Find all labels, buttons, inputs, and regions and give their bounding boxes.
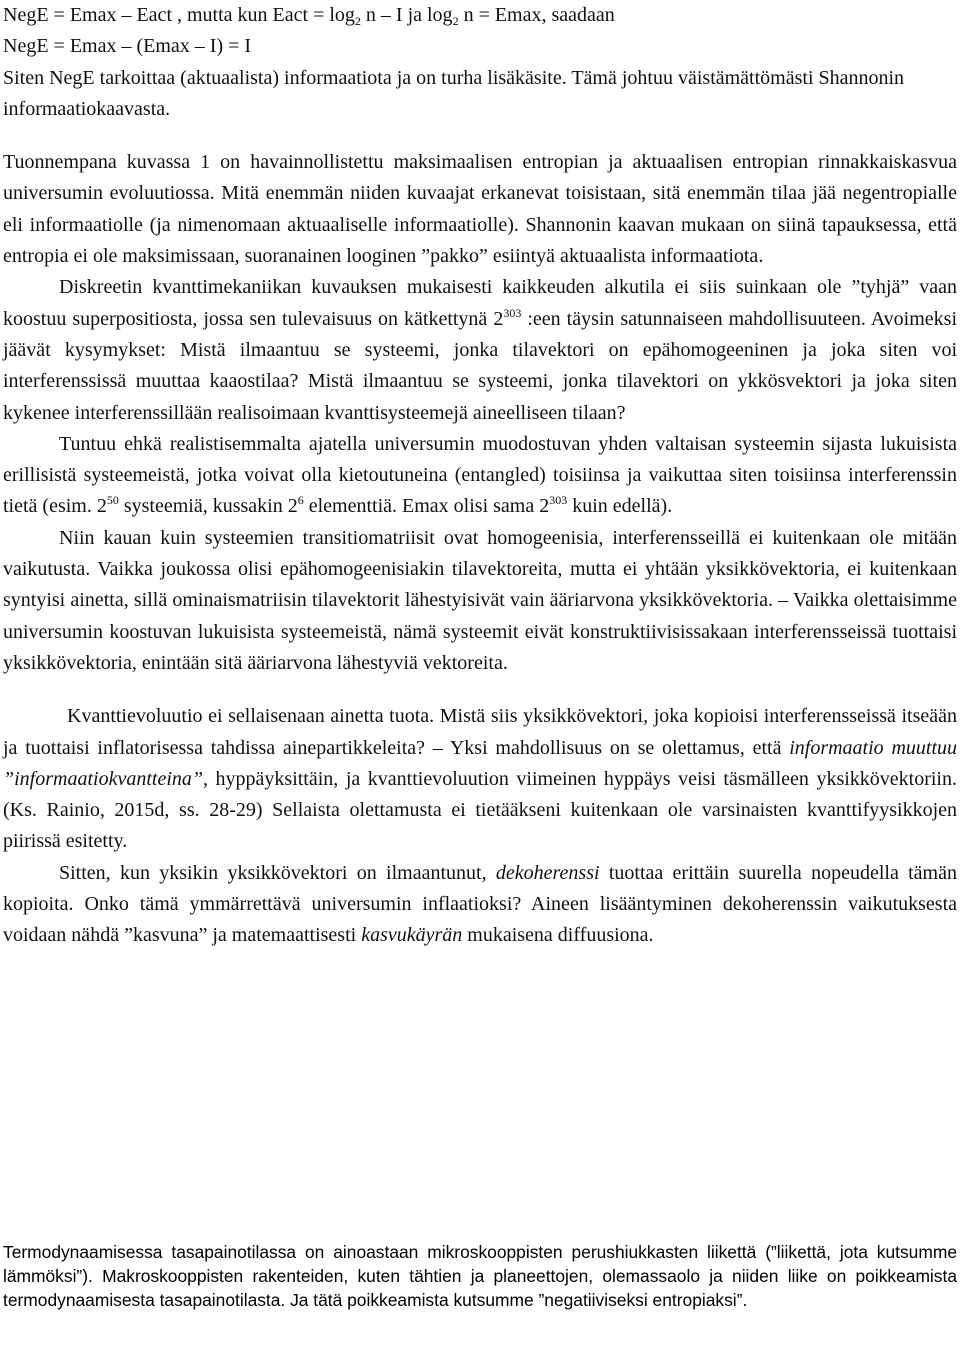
paragraph-decoherence: Sitten, kun yksikin yksikkövektori on ilmaantunut, dekoherenssi tuottaa erittäin suurella nopeudella tämän kopioita. Onko tämä ymmärrettävä universumin inflaatioksi? Aineen lisääntyminen dekoherenssin vaikutuksesta voidaan nähdä ”kasvuna” ja matemaattisesti kasvukäyrän mukaisena diffuusiona. [3,861,957,947]
equation-line-1: NegE = Emax – Eact , mutta kun Eact = $\log_2 n$ – I ja $\log_2 n = Emax$, saadaan [3,4,615,28]
paragraph-entropy-growth: Tuonnempana kuvassa 1 on havainnollistettu maksimaalisen entropian ja aktuaalisen entropian rinnakkaiskasvua universumin evoluutiossa. Mitä enemmän niiden kuvaajat erkanevat toisistaan, sitä enemmän tilaa jää negentropialle eli informaatiolle (ja nimenomaan aktuaaliselle informaatiolle). Shannonin kaavan mukaan on siinä tapauksessa, että entropia ei ole maksimissaan, suoranainen looginen ”pakko” esiintyä aktuaalista informaatiota. [3,151,957,268]
intro-text: Siten NegE tarkoittaa (aktuaalista) informaatiota ja on turha lisäkäsite. Tämä johtuu väistämättömästi Shannonin informaatiokaavasta. [3,66,905,120]
footnote: Termodynaamisessa tasapainotilassa on ainoastaan mikroskooppisten perushiukkasten liikettä (”liikettä, jota kutsumme lämmöksi”). Makroskooppisten rakenteiden, kuten tähtien ja planeettojen, olemassaolo ja niiden liike on poikkeamista termodynaamisesta tasapainotilasta. Ja tätä poikkeamista kutsumme ”negatiiviseksi entropiaksi”. [3,1242,957,1311]
paragraph-transition-matrices: Niin kauan kuin systeemien transitiomatriisit ovat homogeenisia, interferensseillä ei kuitenkaan ole mitään vaikutusta. Vaikka joukossa olisi epähomogeenisiakin tilavektoreita, mutta ei yhtään yksikkövektoria, ei kuitenkaan syntyisi ainetta, sillä ominaismatriisin tilavektorit lähestyisivät vain ääriarvona yksikkövektoria. – Vaikka olettaisimme universumin koostuvan lukuisista systeemeistä, nämä systeemit eivät konstruktiivisissakaan interferensseissä tuottaisi yksikkövektoria, enintään sitä ääriarvona lähestyviä vektoreita. [3,526,957,674]
paragraph-entangled-systems: Tuntuu ehkä realistisemmalta ajatella universumin muodostuvan yhden valtaisan systeemin sijasta lukuisista erillisistä systeemeistä, jotka voivat olla kietoutuneina (entangled) toisiinsa ja vaikuttaa siten toisiinsa interferenssin tietä (esim. $2^{50}$ systeemiä, kussakin $2^6$ elementtiä. Emax olisi sama $2^{303}$ kuin edellä). [3,432,957,518]
equation-line-2: NegE = Emax – (Emax – I) = I [3,35,252,58]
paragraph-quantum-mechanics: Diskreetin kvanttimekaniikan kuvauksen mukaisesti kaikkeuden alkutila ei siis suinkaan ole ”tyhjä” vaan koostuu superpositiosta, jossa sen tulevaisuus on kätkettynä $2^{303}$ :een täysin satunnaiseen mahdollisuuteen. Avoimeksi jäävät kysymykset: Mistä ilmaantuu se systeemi, jonka tilavektori on epähomogeeninen ja joka siten voi interferenssissä muuttaa kaaostilaa? Mistä ilmaantuu se systeemi, jonka tilavektori on ykkösvektori ja joka siten kykenee interferenssillään realisoimaan kvanttisysteemejä aineelliseen tilaan? [3,276,958,424]
paragraph-quantum-evolution: Kvanttievoluutio ei sellaisenaan ainetta tuota. Mistä siis yksikkövektori, joka kopioisi interferensseissä itseään ja tuottaisi inflatorisessa tahdissa ainepartikkeleita? – Yksi mahdollisuus on se olettamus, että informaatio muuttuu ”informaatiokvantteina”, hyppäyksittäin, ja kvanttievoluution viimeinen hyppäys veisi täsmälleen yksikkövektoriin. (Ks. Rainio, 2015d, ss. 28-29) Sellaista olettamusta ei tietääkseni kuitenkaan ole varsinaisten kvanttifyysikkojen piirissä esitetty. [3,705,957,853]
